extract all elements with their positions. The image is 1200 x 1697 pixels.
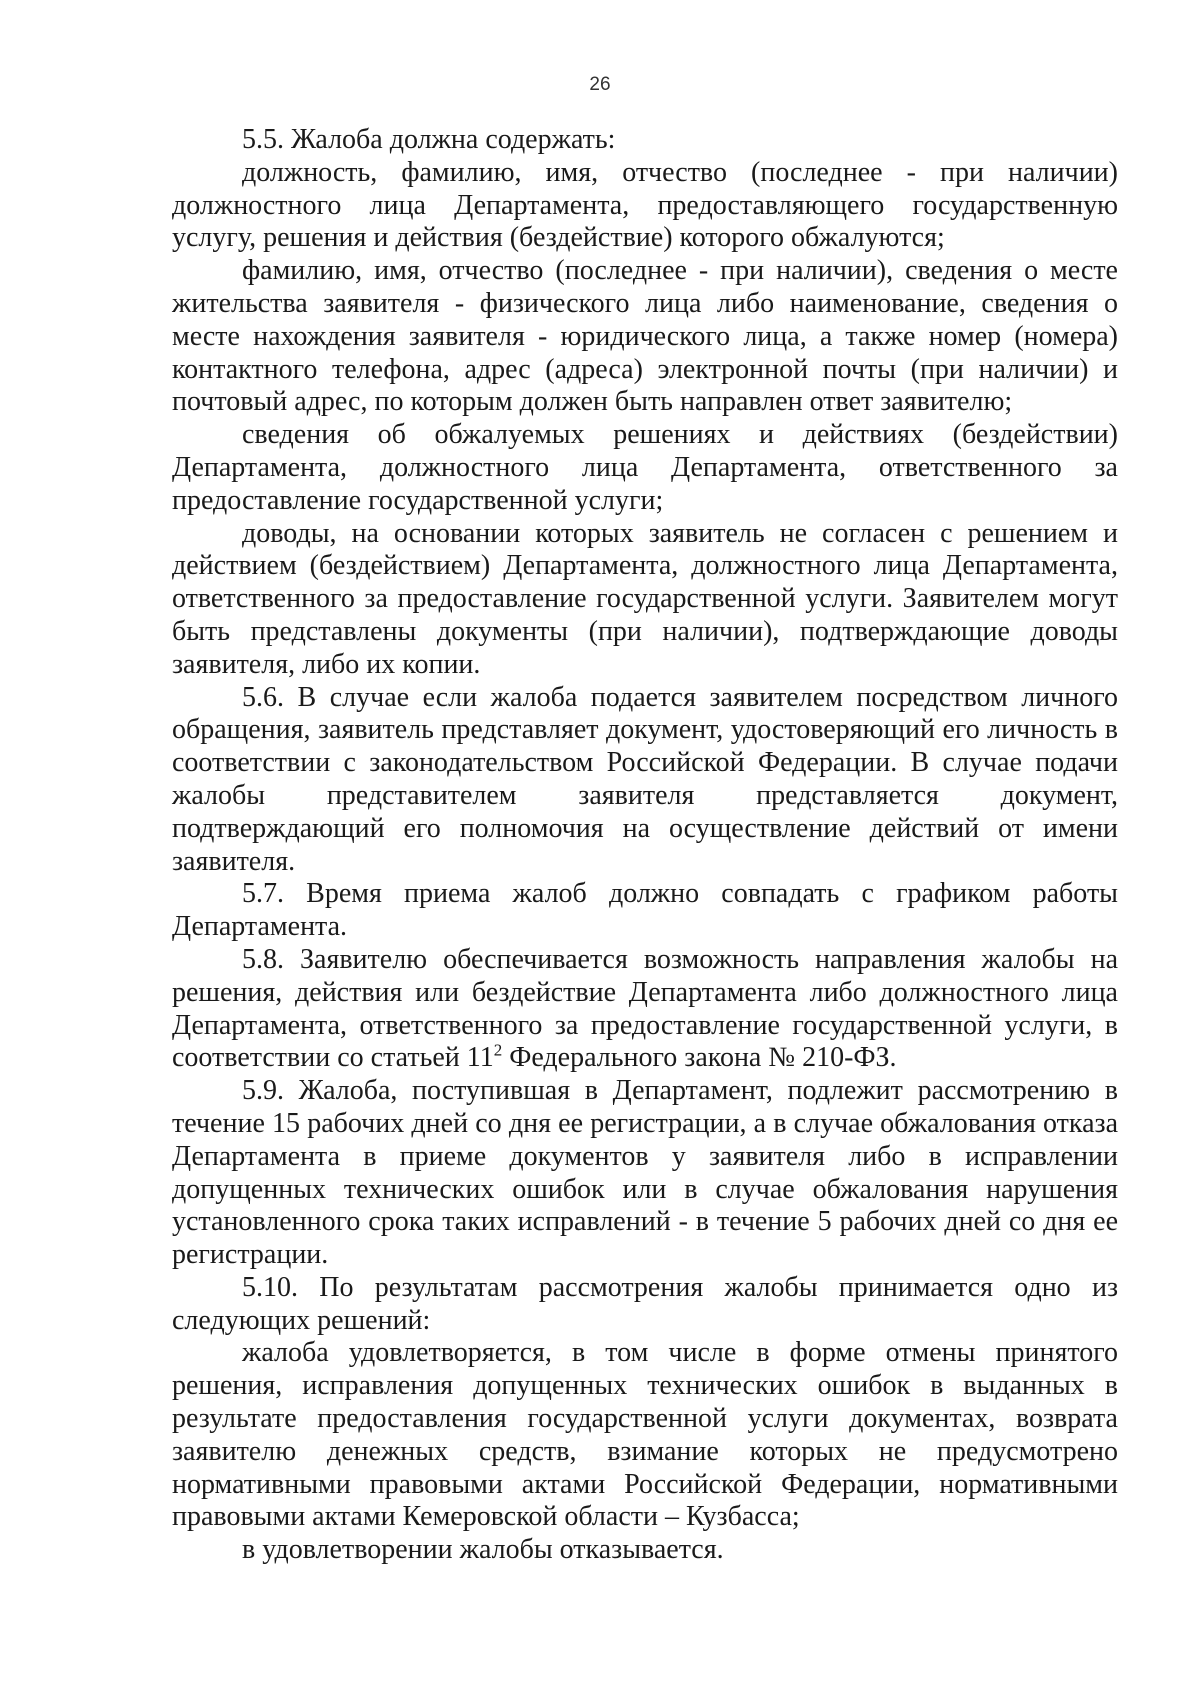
paragraph-5-5-item-3: сведения об обжалуемых решениях и действиях (бездействии) Департамента, должностного лица Департамента, ответственного за предоставление государственной услуги;: [172, 419, 1118, 516]
paragraph-5-8: [172, 944, 1118, 1075]
paragraph-5-5-heading: 5.5. Жалоба должна содержать:: [242, 124, 616, 155]
paragraph-5-9: 5.9. Жалоба, поступившая в Департамент, подлежит рассмотрению в течение 15 рабочих дней со дня ее регистрации, а в случае обжалования отказа Департамента в приеме документов у заявителя либо в исправлении допущенных технических ошибок или в случае обжалования нарушения установленного срока таких исправлений - в течение 5 рабочих дней со дня ее регистрации.: [172, 1075, 1118, 1271]
paragraph-5-10-item-2: в удовлетворении жалобы отказывается.: [242, 1534, 724, 1566]
paragraph-5-10: 5.10. По результатам рассмотрения жалобы принимается одно из следующих решений:: [172, 1271, 1118, 1336]
paragraph-5-5-item-1: должность, фамилию, имя, отчество (последнее - при наличии) должностного лица Департамента, предоставляющего государственную услугу, решения и действия (бездействие) которого обжалуются;: [172, 156, 1118, 254]
paragraph-5-5-item-4: доводы, на основании которых заявитель не согласен с решением и действием (бездействием) Департамента, должностного лица Департамента, ответственного за предоставление государственной услуги. Заявителем могут быть представлены документы (при наличии), подтверждающие доводы заявителя, либо их копии.: [172, 517, 1118, 680]
paragraph-5-7: 5.7. Время приема жалоб должно совпадать с графиком работы Департамента.: [172, 878, 1118, 943]
paragraph-5-6: 5.6. В случае если жалоба подается заявителем посредством личного обращения, заявитель представляет документ, удостоверяющий его личность в соответствии с законодательством Российской Федерации. В случае подачи жалобы представителем заявителя представляется документ, подтверждающий его полномочия на осуществление действий от имени заявителя.: [172, 681, 1118, 877]
paragraph-5-10-item-1: жалоба удовлетворяется, в том числе в форме отмены принятого решения, исправления допущенных технических ошибок в выданных в результате предоставления государственной услуги документах, возврата заявителю денежных средств, взимание которых не предусмотрено нормативными правовыми актами Российской Федерации, нормативными правовыми актами Кемеровской области – Кузбасса;: [172, 1337, 1118, 1533]
paragraph-5-8-text: 5.8. Заявителю обеспечивается возможность направления жалобы на решения, действия или бездействие Департамента либо должностного лица Департамента, ответственного за предоставление государственной услуги, в соответствии со статьей 11: [172, 943, 1118, 1074]
page-number: 26: [589, 74, 611, 95]
document-body: [172, 124, 1118, 1567]
paragraph-5-8-tail: Федерального закона № 210-ФЗ.: [502, 1042, 897, 1074]
paragraph-5-5-item-2: фамилию, имя, отчество (последнее - при наличии), сведения о месте жительства заявителя - физического лица либо наименование, сведения о месте нахождения заявителя - юридического лица, а также номер (номера) контактного телефона, адрес (адреса) электронной почты (при наличии) и почтовый адрес, по которым должен быть направлен ответ заявителю;: [172, 255, 1118, 418]
article-superscript: 2: [493, 1040, 503, 1060]
